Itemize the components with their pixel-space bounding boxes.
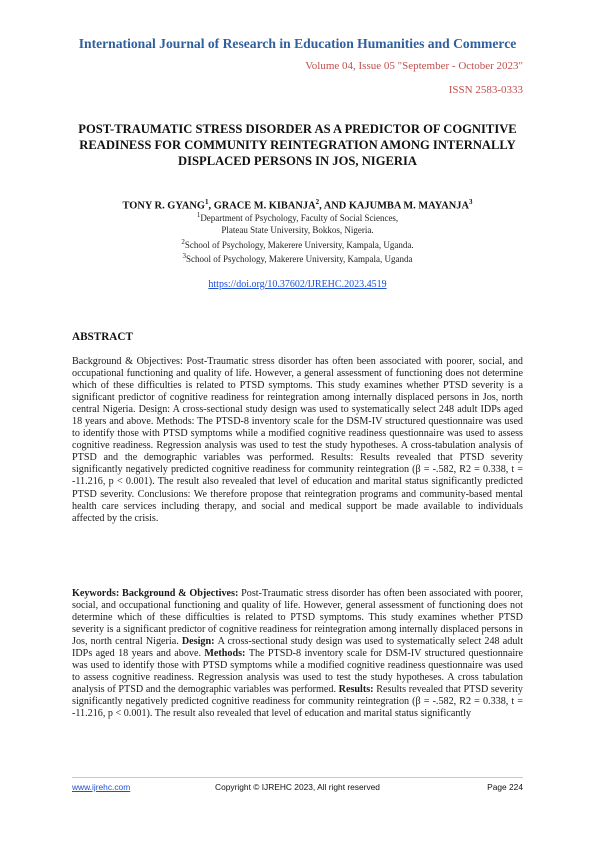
- methods-label: Methods:: [204, 648, 249, 660]
- affiliation-line: [72, 237, 523, 252]
- journal-title: International Journal of Research in Education Humanities and Commerce: [78, 36, 517, 51]
- abstract-heading: ABSTRACT: [72, 331, 133, 343]
- affiliation-text: Plateau State University, Bokkos, Nigeria.: [221, 224, 374, 235]
- author-affiliation-marker: 3: [468, 198, 473, 206]
- footer-website-link[interactable]: www.ijrehc.com: [72, 782, 131, 792]
- results-text: Results revealed that PTSD severity significantly negatively predicted cognitive readiness for community reintegration (β = -.582, R2 = 0.338, t = -11.216, p < 0.001). The result also revealed that level of education and marital status significantly: [72, 684, 523, 720]
- results-label: Results:: [338, 684, 377, 696]
- affiliation-text: School of Psychology, Makerere University, Kampala, Uganda: [185, 254, 413, 265]
- footer-divider: [72, 777, 523, 778]
- footer-copyright: Copyright © IJREHC 2023, All right reserved: [215, 782, 380, 792]
- issn: ISSN 2583-0333: [448, 84, 523, 96]
- keywords-text: Post-Traumatic stress disorder has often been associated with poorer, social, and occupational functioning and quality of life. However, general assessment of functioning does not determine which of these difficulties is related to PTSD symptoms. This study examines whether PTSD severity is a significant predictor of cognitive readiness for reintegration among internally displaced persons in Jos, north central Nigeria.: [72, 588, 523, 648]
- methods-text: The PTSD-8 inventory scale for DSM-IV structured questionnaire was used to identify those with PTSD symptoms while a modified cognitive readiness questionnaire was used to assess cognitive readiness. Regression analysis was used to test the study hypotheses. A cross tabulation analysis of PTSD and the demographic variables was performed.: [72, 648, 523, 696]
- author-affiliation-marker: 1: [204, 198, 209, 206]
- design-text: A cross-sectional study design was used to systematically select 248 adult IDPs aged 18 years and above.: [72, 636, 524, 660]
- affiliation-text: Department of Psychology, Faculty of Social Sciences,: [200, 213, 399, 223]
- keywords-label: Keywords: Background & Objectives:: [72, 588, 242, 599]
- author-name: KAJUMBA M. MAYANJA: [348, 200, 469, 212]
- keywords-paragraph: [72, 588, 523, 721]
- author-name: TONY R. GYANG: [122, 200, 205, 212]
- affiliations: [72, 210, 523, 266]
- affiliation-marker: 1: [196, 211, 201, 219]
- affiliation-line: [72, 225, 523, 237]
- author-affiliation-marker: 2: [315, 198, 320, 206]
- affiliation-line: [72, 251, 523, 266]
- author-separator: ,: [208, 200, 214, 212]
- affiliation-line: [72, 210, 523, 225]
- affiliation-marker: 2: [181, 237, 185, 246]
- author-separator: , AND: [319, 200, 349, 212]
- affiliation-text: School of Psychology, Makerere University, Kampala, Uganda.: [184, 239, 414, 250]
- affiliation-marker: 3: [182, 252, 186, 261]
- doi-link[interactable]: https://doi.org/10.37602/IJREHC.2023.4519: [208, 279, 387, 290]
- abstract-body: Background & Objectives: Post-Traumatic stress disorder has often been associated with poorer, social, and occupational functioning and quality of life. However, a general assessment of functioning does not determine which of these difficulties is related to PTSD symptoms. This study examines whether PTSD severity is a significant predictor of cognitive readiness for reintegration among internally displaced persons in Jos, north central Nigeria. Design: A cross-sectional study design was used to systematically select 248 adult IDPs aged 18 years and above. Methods: The PTSD-8 inventory scale for the DSM-IV structured questionnaire was used to identify those with PTSD symptoms while a modified cognitive readiness questionnaire was used to assess cognitive readiness. Regression analysis was used to test the study hypotheses. A cross-tabulation analysis of PTSD and the demographic variables was performed. Results: Results revealed that PTSD severity significantly negatively predicted cognitive readiness for community reintegration (β = -.582, R2 = 0.338, t = -11.216, p < 0.001). The result also revealed that level of education and marital status significantly predicted PTSD severity. Conclusions: We therefore propose that reintegration programs and community-based mental health care services including therapy, and social and medical support be made available to individuals affected by the crisis.: [72, 356, 523, 524]
- paper-title: POST-TRAUMATIC STRESS DISORDER AS A PREDICTOR OF COGNITIVE READINESS FOR COMMUNITY REINTEGRATION AMONG INTERNALLY DISPLACED PERSONS IN JOS, NIGERIA: [78, 122, 517, 169]
- page-number: Page 224: [487, 782, 523, 792]
- author-name: GRACE M. KIBANJA: [213, 200, 316, 212]
- design-label: Design:: [181, 636, 218, 648]
- issue-info: Volume 04, Issue 05 "September - October 2023": [305, 60, 523, 72]
